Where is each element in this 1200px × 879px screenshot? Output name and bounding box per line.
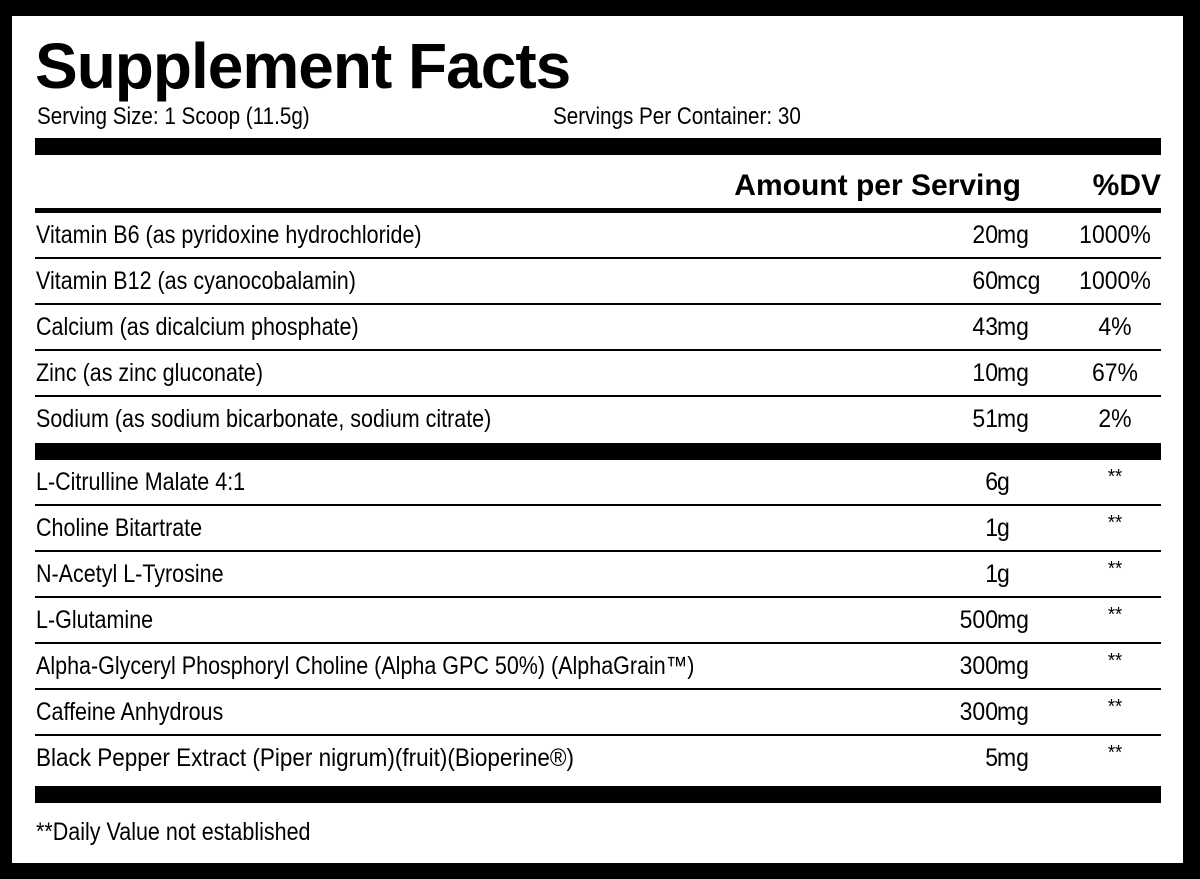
ingredient-dv: ** [1107,742,1123,764]
table-row [35,213,1161,259]
ingredient-unit: mg [997,744,1029,772]
ingredient-quantity: 51 [972,405,998,433]
supplement-facts-panel [12,16,1183,863]
ingredient-name: N-Acetyl L-Tyrosine [36,560,224,588]
ingredient-quantity: 5 [985,744,998,772]
ingredient-dv: 4% [1098,313,1132,341]
ingredient-name: Sodium (as sodium bicarbonate, sodium citrate) [36,405,492,433]
column-header-row [35,164,1161,208]
ingredient-name: Zinc (as zinc gluconate) [36,359,264,387]
vitamins-minerals-table [35,213,1161,441]
ingredient-dv: ** [1107,650,1123,672]
ingredient-quantity: 6 [985,468,998,496]
ingredient-unit: g [997,514,1010,542]
ingredient-unit: g [997,560,1010,588]
ingredient-dv: 1000% [1079,267,1151,295]
table-row [35,506,1161,552]
ingredient-unit: mg [997,652,1029,680]
ingredient-unit: mg [997,359,1029,387]
ingredient-dv: ** [1107,466,1123,488]
ingredient-dv: ** [1107,558,1123,580]
ingredient-name: L-Citrulline Malate 4:1 [36,468,246,496]
table-row [35,552,1161,598]
thick-divider-top [35,138,1161,155]
ingredient-dv: ** [1107,696,1123,718]
ingredient-dv: 1000% [1079,221,1151,249]
ingredient-quantity: 1 [985,514,998,542]
ingredient-unit: mg [997,313,1029,341]
ingredient-dv: 2% [1098,405,1132,433]
ingredient-name: Vitamin B6 (as pyridoxine hydrochloride) [36,221,422,249]
ingredient-quantity: 1 [985,560,998,588]
table-row [35,460,1161,506]
ingredient-name: Black Pepper Extract (Piper nigrum)(fruit)(Bioperine®) [36,744,575,772]
table-row [35,736,1161,780]
servings-per-container: Servings Per Container: 30 [553,103,801,130]
dv-header: %DV [1092,169,1161,202]
ingredient-quantity: 300 [959,652,998,680]
ingredient-quantity: 43 [972,313,998,341]
ingredient-quantity: 300 [959,698,998,726]
serving-size: Serving Size: 1 Scoop (11.5g) [37,103,310,130]
ingredient-quantity: 60 [972,267,998,295]
ingredient-dv: 67% [1091,359,1139,387]
ingredient-name: Alpha-Glyceryl Phosphoryl Choline (Alpha GPC 50%) (AlphaGrain™) [36,652,695,680]
ingredient-dv: ** [1107,512,1123,534]
ingredient-unit: mg [997,606,1029,634]
table-row [35,644,1161,690]
ingredient-unit: mg [997,221,1029,249]
table-row [35,690,1161,736]
ingredient-name: L-Glutamine [36,606,154,634]
ingredient-name: Choline Bitartrate [36,514,203,542]
ingredient-quantity: 10 [972,359,998,387]
ingredient-name: Caffeine Anhydrous [36,698,224,726]
table-row [35,305,1161,351]
amount-per-serving-header: Amount per Serving [734,169,1021,202]
ingredient-name: Vitamin B12 (as cyanocobalamin) [36,267,356,295]
table-row [35,259,1161,305]
table-row [35,598,1161,644]
ingredient-quantity: 500 [959,606,998,634]
table-row [35,351,1161,397]
ingredient-dv: ** [1107,604,1123,626]
thick-divider-middle [35,443,1161,460]
ingredient-quantity: 20 [972,221,998,249]
label-title: Supplement Facts [35,30,571,102]
footnote: **Daily Value not established [36,818,311,846]
thick-divider-bottom [35,786,1161,803]
other-ingredients-table [35,460,1161,780]
ingredient-unit: mg [997,405,1029,433]
ingredient-unit: mcg [997,267,1041,295]
table-row [35,397,1161,441]
ingredient-unit: g [997,468,1010,496]
ingredient-name: Calcium (as dicalcium phosphate) [36,313,359,341]
ingredient-unit: mg [997,698,1029,726]
